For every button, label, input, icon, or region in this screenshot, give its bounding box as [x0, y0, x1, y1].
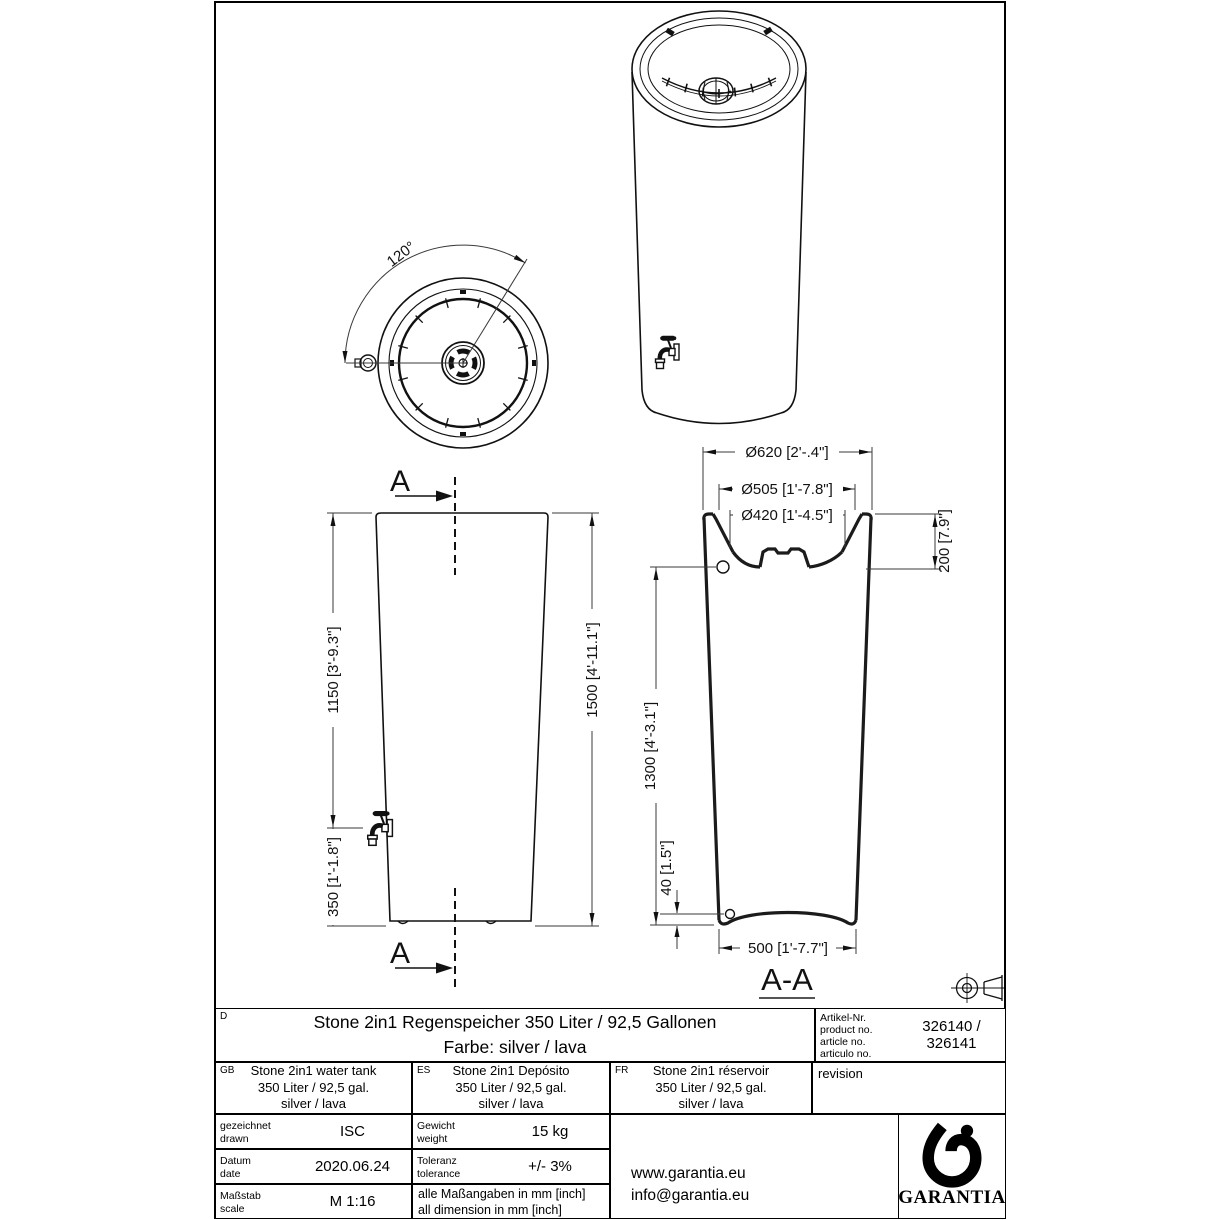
units-line-en: all dimension in mm [inch] [418, 1202, 562, 1217]
scale-cell [215, 1184, 412, 1219]
drawn-label-de: gezeichnet [220, 1120, 271, 1132]
projection-symbol [951, 973, 1004, 1003]
lang-code-es: ES [417, 1065, 431, 1076]
article-number: 326140 / 326141 [922, 1018, 981, 1052]
gb-line2: 350 Liter / 92,5 gal. [257, 1079, 370, 1095]
units-line-de: alle Maßangaben in mm [inch] [418, 1186, 586, 1201]
dim-1500: 1500 [4'-11.1"] [584, 622, 601, 718]
weight-label-de: Gewicht [417, 1120, 455, 1132]
tolerance-label-en: tolerance [417, 1167, 461, 1180]
revision-cell [812, 1062, 1006, 1114]
weight-cell [412, 1114, 610, 1149]
date-label-en: date [220, 1167, 241, 1180]
garantia-drop-logo [916, 1115, 988, 1189]
es-line2: 350 Liter / 92,5 gal. [455, 1079, 567, 1095]
dim-350: 350 [1'-1.8"] [325, 837, 342, 917]
es-line1: Stone 2in1 Depósito [452, 1063, 570, 1079]
website-link[interactable]: www.garantia.eu [631, 1165, 746, 1182]
lang-code-fr: FR [615, 1065, 629, 1076]
dim-lines-200 [866, 514, 941, 569]
cut-arrow-top [436, 491, 453, 502]
article-cell [815, 1008, 1006, 1062]
article-label-en2: article no. [820, 1036, 866, 1048]
lang-code-gb: GB [220, 1065, 235, 1076]
tolerance-cell [412, 1149, 610, 1184]
cut-arrow-bottom [436, 963, 453, 974]
dim-1300: 1300 [4'-3.1"] [642, 701, 659, 791]
tap-side [368, 812, 393, 846]
gb-line3: silver / lava [280, 1096, 347, 1112]
dim-620: Ø620 [2'-.4"] [745, 444, 829, 461]
arc-arrow-left [343, 351, 348, 363]
lang-code-d: D [220, 1011, 228, 1022]
brand-logo-box [898, 1114, 1006, 1219]
scale-value: M 1:16 [329, 1193, 376, 1210]
article-label-es: articulo no. [820, 1048, 872, 1060]
section-title: A-A [761, 962, 813, 997]
title-cell-d [215, 1008, 815, 1062]
dim-40: 40 [1.5"] [658, 840, 675, 896]
rim-lug-right [763, 27, 772, 35]
title-cell-es [412, 1062, 610, 1114]
fr-line3: silver / lava [678, 1096, 744, 1112]
dim-lines-40 [660, 890, 724, 949]
article-label-de: Artikel-Nr. [820, 1012, 867, 1024]
date-label-de: Datum [220, 1155, 251, 1167]
drawing-subtitle: Farbe: silver / lava [443, 1037, 587, 1057]
side-view [325, 465, 601, 992]
units-cell [412, 1184, 610, 1219]
weight-value: 15 kg [531, 1123, 569, 1140]
weight-label-en: weight [417, 1132, 448, 1145]
dim-200: 200 [7.9"] [936, 509, 953, 573]
arc-arrow-right [514, 255, 526, 263]
fr-line2: 350 Liter / 92,5 gal. [655, 1079, 767, 1095]
angle-label: 120° [383, 238, 419, 271]
cap-front [699, 78, 733, 104]
scale-label-de: Maßstab [220, 1190, 261, 1202]
overflow-hole [717, 561, 729, 573]
title-cell-fr [610, 1062, 812, 1114]
drain-hole [726, 910, 735, 919]
drawn-value: ISC [339, 1123, 365, 1140]
top-view [343, 238, 549, 448]
tap-front [656, 336, 680, 368]
section-walls [704, 514, 871, 924]
dim-420: Ø420 [1'-4.5"] [741, 507, 833, 524]
scale-label-en: scale [220, 1202, 245, 1215]
brand-name: GARANTIA [898, 1187, 1006, 1208]
cylinder-body [632, 72, 806, 424]
dim-1150: 1150 [3'-9.3"] [325, 626, 342, 714]
tolerance-label-de: Toleranz [417, 1155, 457, 1167]
revision-label: revision [818, 1066, 863, 1081]
cut-letter-bottom: A [390, 937, 411, 970]
section-view [642, 444, 953, 998]
drawn-label-en: drawn [220, 1132, 249, 1145]
fr-line1: Stone 2in1 réservoir [652, 1063, 770, 1079]
drawn-cell [215, 1114, 412, 1149]
article-label-en: product no. [820, 1024, 873, 1036]
title-cell-gb [215, 1062, 412, 1114]
tolerance-value: +/- 3% [528, 1158, 572, 1175]
date-cell [215, 1149, 412, 1184]
date-value: 2020.06.24 [314, 1158, 391, 1175]
dim-500: 500 [1'-7.7"] [748, 940, 828, 957]
front-view [632, 11, 806, 424]
email-link[interactable]: info@garantia.eu [631, 1187, 750, 1204]
drawing-canvas [215, 2, 1006, 1008]
drawing-title: Stone 2in1 Regenspeicher 350 Liter / 92,5 Gallonen [313, 1012, 717, 1032]
es-line3: silver / lava [478, 1096, 544, 1112]
cut-letter-top: A [390, 465, 411, 498]
dim-505: Ø505 [1'-7.8"] [741, 481, 833, 498]
gb-line1: Stone 2in1 water tank [250, 1063, 377, 1079]
